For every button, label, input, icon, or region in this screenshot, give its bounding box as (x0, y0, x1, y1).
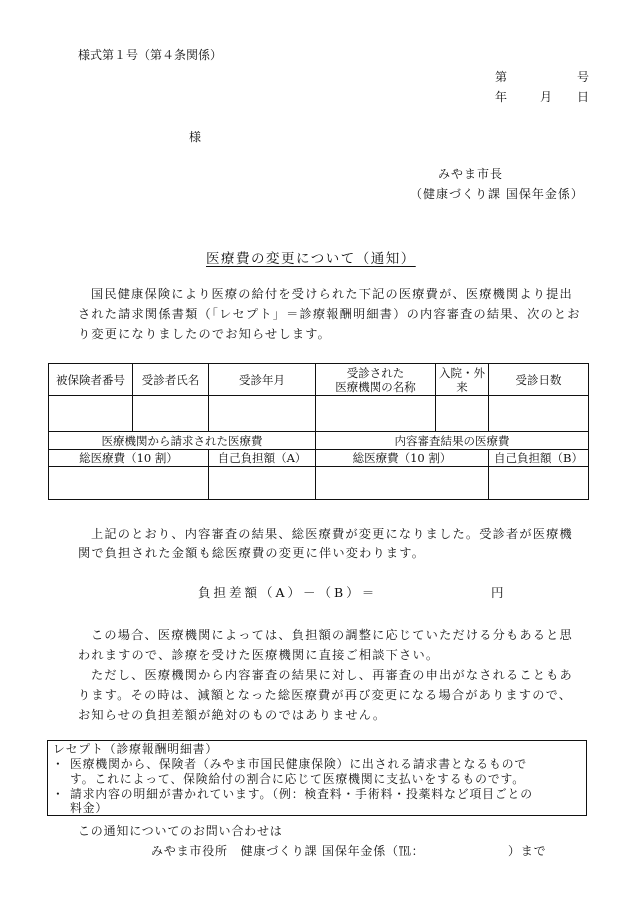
header-visit-days: 受診日数 (489, 364, 589, 396)
header-claimed-copay-a: 自己負担額（A） (209, 450, 316, 467)
form-number: 様式第１号（第４条関係） (78, 48, 223, 62)
contact-line: みやま市役所 健康づくり課 国保年金係（℡： (151, 844, 425, 858)
note-bullet-1-line-2: す。これによって、保険給付の割合に応じて医療機関に支払いをするものです。 (70, 772, 525, 786)
sender-title: みやま市長 (438, 167, 504, 181)
after-table-line-2: 関で負担された金額も総医療費の変更に伴い変わります。 (78, 546, 426, 560)
date-month: 月 (540, 90, 553, 104)
closing1-line-1: この場合、医療機関によっては、負担額の調整に応じていただける分もあると思 (91, 628, 573, 642)
note-bullet-2-line-1: 請求内容の明細が書かれています。（例：検査料・手術料・投薬料など項目ごとの (70, 787, 533, 801)
cell-claimed-copay-a (209, 467, 316, 500)
cell-inpatient-outpatient (436, 396, 489, 432)
header-institution-name: 受診された 医療機関の名称 (316, 364, 436, 396)
cell-visit-days (489, 396, 589, 432)
cell-claimed-total (49, 467, 209, 500)
header-reviewed-fees: 内容審査結果の医療費 (316, 432, 589, 450)
cell-reviewed-total (316, 467, 489, 500)
closing2-line-3: お知らせの負担差額が絶対のものではありません。 (78, 708, 387, 722)
note-bullet-2-line-2: 料金） (70, 801, 109, 815)
closing2-line-1: ただし、医療機関から内容審査の結果に対し、再審査の申出がなされることもあ (91, 668, 573, 682)
after-table-line-1: 上記のとおり、内容審査の結果、総医療費が変更になりました。受診者が医療機 (91, 527, 573, 541)
cell-institution-name (316, 396, 436, 432)
contact-end: ）まで (508, 844, 547, 858)
note-title: レセプト（診療報酬明細書） (53, 742, 219, 756)
cell-insured-number (49, 396, 133, 432)
header-inpatient-outpatient: 入院・外来 (436, 364, 489, 396)
cell-patient-name (133, 396, 209, 432)
cell-reviewed-copay-b (489, 467, 589, 500)
doc-number-prefix: 第 (495, 70, 508, 84)
note-bullet-1-line-1: 医療機関から、保険者（みやま市国民健康保険）に出される請求書となるもので (70, 757, 528, 771)
note-bullet-1: ・ (52, 757, 65, 771)
header-insured-number: 被保険者番号 (49, 364, 133, 396)
header-visit-month: 受診年月 (209, 364, 316, 396)
note-bullet-2: ・ (52, 787, 65, 801)
sender-dept: （健康づくり課 国保年金係） (410, 187, 584, 201)
header-claimed-total: 総医療費（10 割） (49, 450, 209, 467)
receipt-note-box (47, 740, 587, 816)
header-patient-name: 受診者氏名 (133, 364, 209, 396)
medical-fee-table (48, 363, 589, 500)
difference-unit: 円 (491, 585, 504, 600)
subject-title: 医療費の変更について（通知） (206, 251, 416, 267)
header-reviewed-total: 総医療費（10 割） (316, 450, 489, 467)
date-day: 日 (577, 90, 590, 104)
addressee-suffix: 様 (189, 130, 202, 144)
intro-line-2: された請求関係書類（「レセプト」＝診療報酬明細書）の内容審査の結果、次のとお (78, 307, 581, 321)
cell-visit-month (209, 396, 316, 432)
closing1-line-2: われますので、診療を受けた医療機関に直接ご相談下さい。 (78, 648, 440, 662)
intro-line-3: り変更になりましたのでお知らせします。 (78, 327, 332, 341)
header-reviewed-copay-b: 自己負担額（B） (489, 450, 589, 467)
contact-lead: この通知についてのお問い合わせは (78, 824, 283, 838)
closing2-line-2: ります。その時は、減額となった総医療費が再び変更になる場合がありますので、 (78, 688, 573, 702)
header-claimed-fees: 医療機関から請求された医療費 (49, 432, 316, 450)
date-year: 年 (495, 90, 508, 104)
difference-formula: 負担差額（A）－（B）＝ (198, 585, 378, 600)
doc-number-suffix: 号 (577, 70, 590, 84)
intro-line-1: 国民健康保険により医療の給付を受けられた下記の医療費が、医療機関より提出 (91, 287, 573, 301)
